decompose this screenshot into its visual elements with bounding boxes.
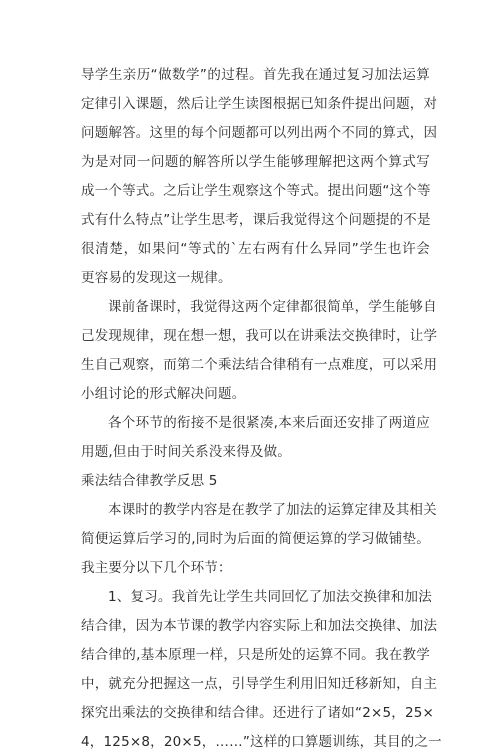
paragraph-line: 简便运算后学习的,同时为后面的简便运算的学习做铺垫。 [81,531,430,547]
paragraph-line: 课前备课时，我觉得这两个定律都很简单，学生能够自 [108,299,437,315]
paragraph-line: 1、复习。我首先让学生共同回忆了加法交换律和加法 [108,589,432,605]
paragraph-line: 很清楚，如果问“等式的`左右两有什么异同”学生也许会 [81,241,430,257]
paragraph-line: 定律引入课题，然后让学生读图根据已知条件提出问题，对 [81,96,438,112]
paragraph-line: 更容易的发现这一规律。 [81,270,232,286]
paragraph-line: 为是对同一问题的解答所以学生能够理解把这两个算式写 [81,154,430,170]
paragraph-line: 结合律的,基本原理一样，只是所处的运算不同。我在教学 [81,647,430,663]
paragraph-line: 4，125×8，20×5，……”这样的口算题训练，其目的之一 [81,734,442,750]
paragraph-line: 小组讨论的形式解决问题。 [81,386,246,402]
paragraph-line: 我主要分以下几个环节： [81,560,232,576]
paragraph-line: 问题解答。这里的每个问题都可以列出两个不同的算式，因 [81,125,438,141]
paragraph-line: 导学生亲历“做数学”的过程。首先我在通过复习加法运算 [81,67,430,83]
paragraph-line: 各个环节的衔接不是很紧凑,本来后面还安排了两道应 [108,415,430,431]
paragraph-line: 用题,但由于时间关系没来得及做。 [81,444,291,460]
paragraph-line: 中，就充分把握这一点，引导学生利用旧知迁移新知，自主 [81,676,438,692]
paragraph-line: 己发现规律，现在想一想，我可以在讲乘法交换律时，让学 [81,328,438,344]
paragraph-line: 结合律，因为本节课的教学内容实际上和加法交换律、加法 [81,618,438,634]
paragraph-line: 探究出乘法的交换律和结合律。还进行了诸如“2×5，25× [81,705,435,721]
paragraph-line: 成一个等式。之后让学生观察这个等式。提出问题“这个等 [81,183,431,199]
paragraph-line: 式有什么特点”让学生思考，课后我觉得这个问题提的不是 [81,212,431,228]
section-heading: 乘法结合律教学反思 5 [81,473,218,489]
paragraph-line: 生自己观察，而第二个乘法结合律稍有一点难度，可以采用 [81,357,438,373]
paragraph-line: 本课时的教学内容是在教学了加法的运算定律及其相关 [108,502,437,518]
